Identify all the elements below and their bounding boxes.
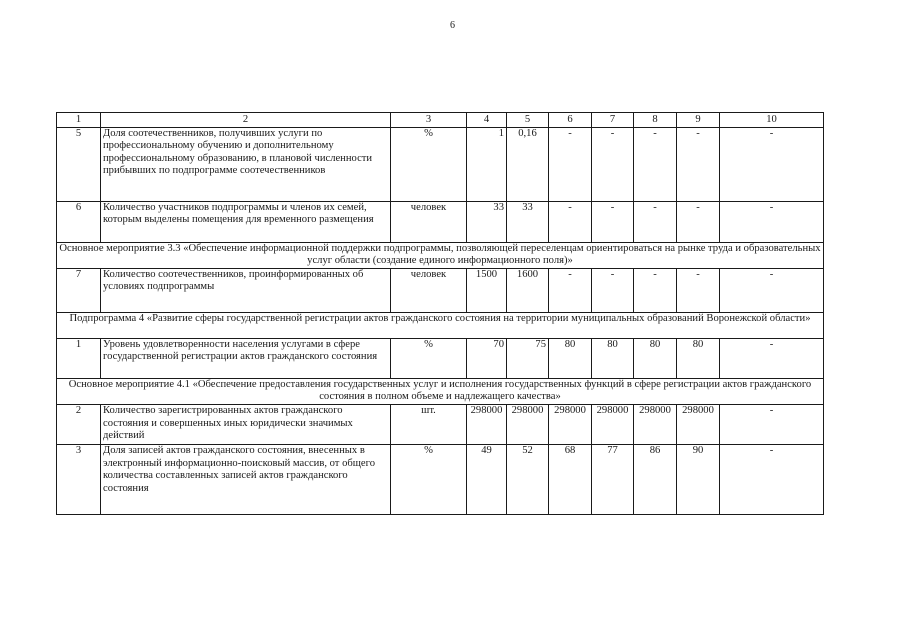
- value-cell: 86: [634, 444, 677, 514]
- col-header-10: 10: [720, 113, 824, 128]
- unit-cell: %: [391, 444, 467, 514]
- value-cell: 298000: [677, 404, 720, 444]
- value-cell: 1500: [467, 268, 507, 312]
- value-cell: 298000: [467, 404, 507, 444]
- value-cell: -: [720, 404, 824, 444]
- col-header-8: 8: [634, 113, 677, 128]
- row-number: 1: [57, 338, 101, 378]
- value-cell: 77: [592, 444, 634, 514]
- page-number: 6: [450, 20, 455, 31]
- unit-cell: %: [391, 127, 467, 201]
- value-cell: 298000: [507, 404, 549, 444]
- indicators-table: [56, 112, 824, 515]
- table-row: [57, 268, 824, 312]
- row-number: 3: [57, 444, 101, 514]
- value-cell: 52: [507, 444, 549, 514]
- column-number-header: [57, 113, 824, 128]
- indicator-name: Количество зарегистрированных актов гражданского состояния и совершенных иных юридически значимых действий: [101, 404, 391, 444]
- unit-cell: шт.: [391, 404, 467, 444]
- section-heading: Основное мероприятие 3.3 «Обеспечение информационной поддержки подпрограммы, позволяющей переселенцам ориентироваться на рынке труда и образовательных услуг области (создание единого информационного поля)»: [57, 242, 824, 268]
- col-header-6: 6: [549, 113, 592, 128]
- unit-cell: человек: [391, 268, 467, 312]
- value-cell: 298000: [592, 404, 634, 444]
- value-cell: 0,16: [507, 127, 549, 201]
- value-cell: 33: [507, 201, 549, 242]
- indicator-name: Доля записей актов гражданского состояния, внесенных в электронный информационно-поисковый массив, от общего количества составленных записей актов гражданского состояния: [101, 444, 391, 514]
- value-cell: 80: [634, 338, 677, 378]
- value-cell: 298000: [549, 404, 592, 444]
- section-row: [57, 242, 824, 268]
- col-header-9: 9: [677, 113, 720, 128]
- value-cell: 75: [507, 338, 549, 378]
- value-cell: -: [720, 338, 824, 378]
- unit-cell: человек: [391, 201, 467, 242]
- value-cell: -: [720, 268, 824, 312]
- unit-cell: %: [391, 338, 467, 378]
- table-row: [57, 404, 824, 444]
- value-cell: -: [592, 268, 634, 312]
- value-cell: -: [677, 201, 720, 242]
- value-cell: 90: [677, 444, 720, 514]
- col-header-1: 1: [57, 113, 101, 128]
- value-cell: -: [634, 268, 677, 312]
- value-cell: 70: [467, 338, 507, 378]
- value-cell: 80: [549, 338, 592, 378]
- value-cell: -: [592, 127, 634, 201]
- indicator-name: Количество соотечественников, проинформированных об условиях подпрограммы: [101, 268, 391, 312]
- subprogram-heading: Подпрограмма 4 «Развитие сферы государственной регистрации актов гражданского состояния на территории муниципальных образований Воронежской области»: [57, 312, 824, 338]
- section-row: [57, 378, 824, 404]
- table-row: [57, 201, 824, 242]
- value-cell: -: [720, 127, 824, 201]
- value-cell: 33: [467, 201, 507, 242]
- row-number: 6: [57, 201, 101, 242]
- value-cell: 1: [467, 127, 507, 201]
- col-header-5: 5: [507, 113, 549, 128]
- col-header-3: 3: [391, 113, 467, 128]
- value-cell: 80: [592, 338, 634, 378]
- indicator-name: Уровень удовлетворенности населения услугами в сфере государственной регистрации актов гражданского состояния: [101, 338, 391, 378]
- table-row: [57, 338, 824, 378]
- value-cell: 298000: [634, 404, 677, 444]
- value-cell: -: [592, 201, 634, 242]
- value-cell: 80: [677, 338, 720, 378]
- row-number: 7: [57, 268, 101, 312]
- value-cell: 68: [549, 444, 592, 514]
- section-heading: Основное мероприятие 4.1 «Обеспечение предоставления государственных услуг и исполнения государственных функций в сфере регистрации актов гражданского состояния в полном объеме и надлежащего качества»: [57, 378, 824, 404]
- value-cell: -: [634, 201, 677, 242]
- indicator-name: Доля соотечественников, получивших услуги по профессиональному обучению и дополнительному профессиональному образованию, в плановой численности прибывших по подпрограмме соотечественников: [101, 127, 391, 201]
- value-cell: -: [677, 268, 720, 312]
- section-row: [57, 312, 824, 338]
- table-row: [57, 444, 824, 514]
- col-header-2: 2: [101, 113, 391, 128]
- col-header-7: 7: [592, 113, 634, 128]
- indicator-name: Количество участников подпрограммы и членов их семей, которым выделены помещения для временного размещения: [101, 201, 391, 242]
- row-number: 5: [57, 127, 101, 201]
- value-cell: 1600: [507, 268, 549, 312]
- value-cell: -: [634, 127, 677, 201]
- value-cell: -: [720, 444, 824, 514]
- value-cell: -: [549, 127, 592, 201]
- value-cell: -: [549, 201, 592, 242]
- value-cell: -: [549, 268, 592, 312]
- col-header-4: 4: [467, 113, 507, 128]
- value-cell: -: [677, 127, 720, 201]
- table-row: [57, 127, 824, 201]
- value-cell: 49: [467, 444, 507, 514]
- row-number: 2: [57, 404, 101, 444]
- value-cell: -: [720, 201, 824, 242]
